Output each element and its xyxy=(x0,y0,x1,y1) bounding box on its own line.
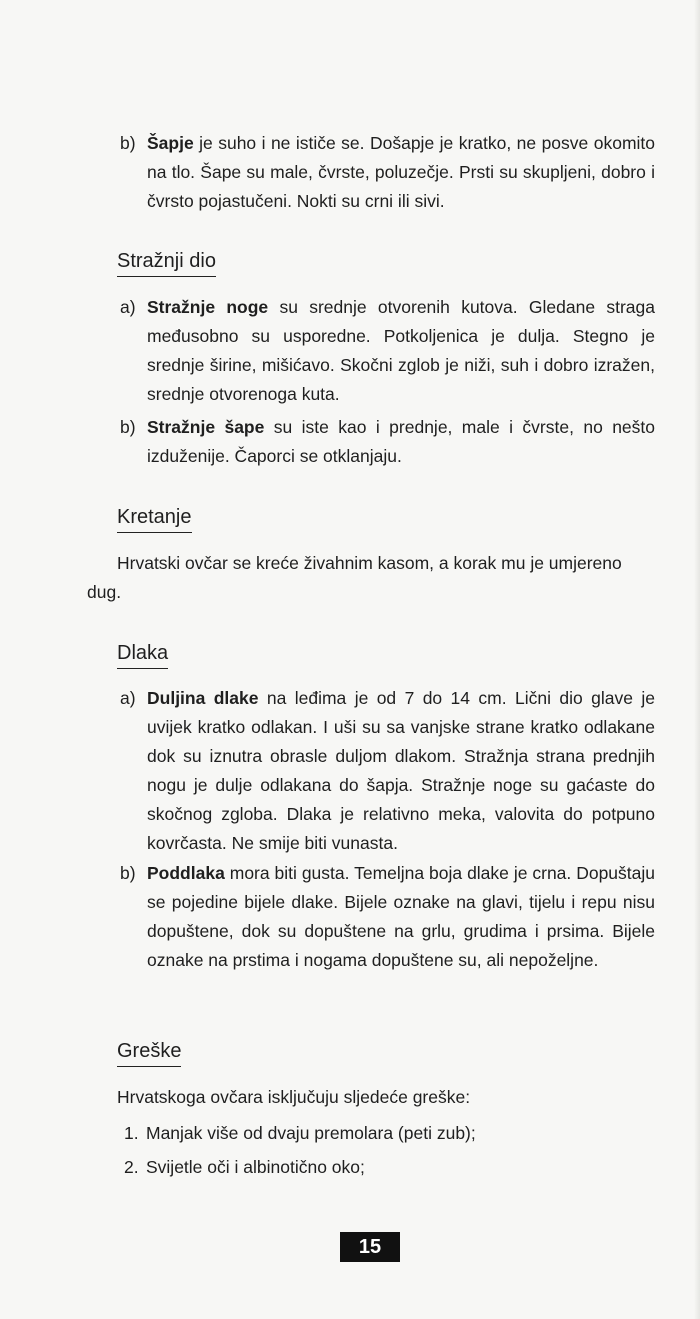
heading-straznji-dio: Stražnji dio xyxy=(117,248,216,277)
item-marker: b) xyxy=(120,417,136,437)
item-text: su iste kao i prednje, male i čvrste, no nešto izduženije. Čaporci se otklanjaju. xyxy=(147,417,656,466)
paragraph-text: Hrvatski ovčar se kreće živahnim kasom, a korak mu je umjereno dug. xyxy=(87,553,622,602)
numbered-item xyxy=(124,1119,654,1148)
item-text: mora biti gusta. Temeljna boja dlake je crna. Dopuštaju se pojedine bijele dlake. Bijele oznake na glavi, tijelu i repu nisu dopuštene, dok su dopuštene na grlu, grudima i prsima. Bijele oznake na prstima i nogama dopuštene su, ali nepoželjne. xyxy=(147,863,655,970)
list-item-straznje-sape xyxy=(120,413,655,471)
item-number: 1. xyxy=(124,1123,139,1143)
item-marker: b) xyxy=(120,863,136,883)
list-item-sapje xyxy=(120,129,655,216)
page-edge-shadow xyxy=(694,0,700,1319)
item-text: Svijetle oči i albinotično oko; xyxy=(146,1157,365,1177)
item-term: Duljina dlake xyxy=(147,688,259,708)
item-marker: a) xyxy=(120,688,136,708)
item-marker: b) xyxy=(120,133,136,153)
item-term: Šapje xyxy=(147,133,194,153)
item-text: su srednje otvorenih kutova. Gledane straga međusobno su usporedne. Potkoljenica je dulja. Stegno je srednje širine, mišićavo. Skočni zglob je niži, suh i dobro izražen, srednje otvorenoga kuta. xyxy=(147,297,655,404)
item-term: Poddlaka xyxy=(147,863,225,883)
list-item-duljina-dlake xyxy=(120,684,655,858)
item-term: Stražnje noge xyxy=(147,297,269,317)
item-text: Manjak više od dvaju premolara (peti zub); xyxy=(146,1123,476,1143)
paragraph-kretanje xyxy=(87,549,655,607)
item-text: je suho i ne ističe se. Došapje je kratko, ne posve okomito na tlo. Šape su male, čvrste, poluzečje. Prsti su skupljeni, dobro i čvrsto pojastučeni. Nokti su crni ili sivi. xyxy=(147,133,655,211)
page-number: 15 xyxy=(340,1232,400,1262)
list-item-straznje-noge xyxy=(120,293,655,409)
heading-greske: Greške xyxy=(117,1038,181,1067)
item-marker: a) xyxy=(120,297,136,317)
numbered-item xyxy=(124,1153,654,1182)
item-text: na leđima je od 7 do 14 cm. Lični dio glave je uvijek kratko odlakan. I uši su sa vanjske strane kratko odlakane dok su iznutra obrasle duljom dlakom. Stražnja strana prednjih nogu je dulje odlakana do šapja. Stražnje noge su gaćaste do skočnog zgloba. Dlaka je relativno meka, valovita do potpuno kovrčasta. Ne smije biti vunasta. xyxy=(147,688,655,853)
item-term: Stražnje šape xyxy=(147,417,265,437)
heading-dlaka: Dlaka xyxy=(117,640,168,669)
list-item-poddlaka xyxy=(120,859,655,975)
paragraph-greske-intro: Hrvatskoga ovčara isključuju sljedeće greške: xyxy=(117,1087,471,1107)
item-number: 2. xyxy=(124,1157,139,1177)
heading-kretanje: Kretanje xyxy=(117,504,192,533)
